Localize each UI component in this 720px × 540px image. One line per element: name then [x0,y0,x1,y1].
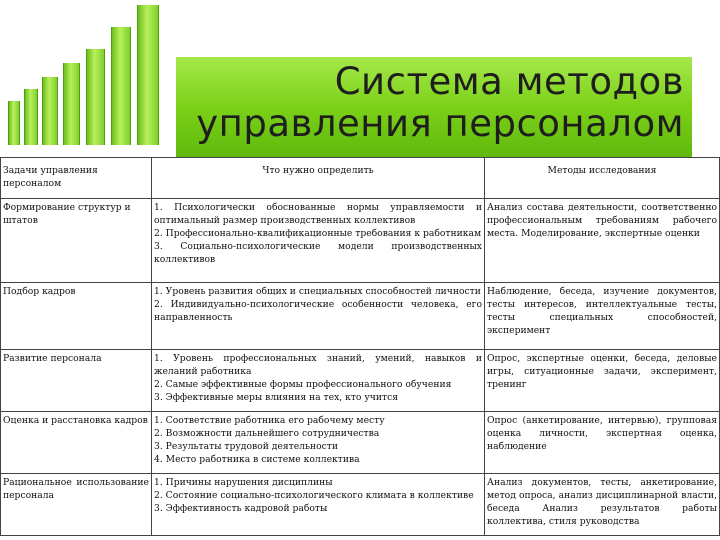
methods-cell: Анализ документов, тесты, анкетирование, метод опроса, анализ дисциплинарной власти, беседа Анализ результатов работы коллектива, стиля руководства [485,474,720,536]
decor-bar [42,77,58,145]
table-header-row [1,158,720,199]
define-item: 2. Самые эффективные формы профессионального обучения [154,379,452,390]
decor-bar [63,63,80,145]
column-header-methods: Методы исследования [485,158,720,199]
define-cell [152,474,485,536]
task-cell: Развитие персонала [1,350,152,412]
table-row [1,283,720,350]
define-item: 1. Психологически обоснованные нормы управляемости и оптимальный размер производственных коллективов [154,202,482,226]
define-cell [152,283,485,350]
column-header-define: Что нужно определить [152,158,485,199]
define-item: 3. Социально-психологические модели производственных коллективов [154,241,482,265]
bar-chart-decoration [0,0,175,145]
decor-bar [24,89,38,145]
task-cell: Рациональное использование персонала [1,474,152,536]
title-banner [176,57,692,157]
define-item: 1. Причины нарушения дисциплины [154,477,333,488]
task-cell: Подбор кадров [1,283,152,350]
define-item: 4. Место работника в системе коллектива [154,454,360,465]
methods-table [0,157,720,536]
define-item: 1. Уровень профессиональных знаний, умений, навыков и желаний работника [154,353,482,377]
define-item: 2. Возможности дальнейшего сотрудничества [154,428,380,439]
define-cell [152,412,485,474]
table-row [1,474,720,536]
decor-bar [111,27,131,145]
define-cell [152,350,485,412]
define-item: 2. Профессионально-квалификационные требования к работникам [154,228,482,239]
methods-cell: Опрос, экспертные оценки, беседа, деловые игры, ситуационные задачи, эксперимент, тренинг [485,350,720,412]
define-item: 1. Уровень развития общих и специальных способностей личности [154,286,481,297]
decor-bar [86,49,105,145]
define-cell [152,199,485,283]
page-title-line-2: управления персоналом [196,102,684,145]
decor-bar [8,101,20,145]
define-item: 2. Состояние социально-психологического климата в коллективе [154,490,474,501]
task-cell: Оценка и расстановка кадров [1,412,152,474]
methods-cell: Опрос (анкетирование, интервью), групповая оценка личности, экспертная оценка, наблюдение [485,412,720,474]
define-item: 3. Результаты трудовой деятельности [154,441,338,452]
table-row [1,199,720,283]
define-item: 3. Эффективность кадровой работы [154,503,328,514]
methods-cell: Анализ состава деятельности, соответственно профессиональным требованиям рабочего места. Моделирование, экспертные оценки [485,199,720,283]
column-header-tasks: Задачи управления персоналом [1,158,152,199]
page-title-line-1: Система методов [334,60,684,103]
task-cell: Формирование структур и штатов [1,199,152,283]
define-item: 3. Эффективные меры влияния на тех, кто учится [154,392,399,403]
methods-cell: Наблюдение, беседа, изучение документов, тесты интересов, интеллектуальные тесты, тесты специальных способностей, эксперимент [485,283,720,350]
decor-bar [137,5,159,145]
define-item: 1. Соответствие работника его рабочему месту [154,415,385,426]
table-row [1,412,720,474]
table-row [1,350,720,412]
define-item: 2. Индивидуально-психологические особенности человека, его направленность [154,299,482,323]
